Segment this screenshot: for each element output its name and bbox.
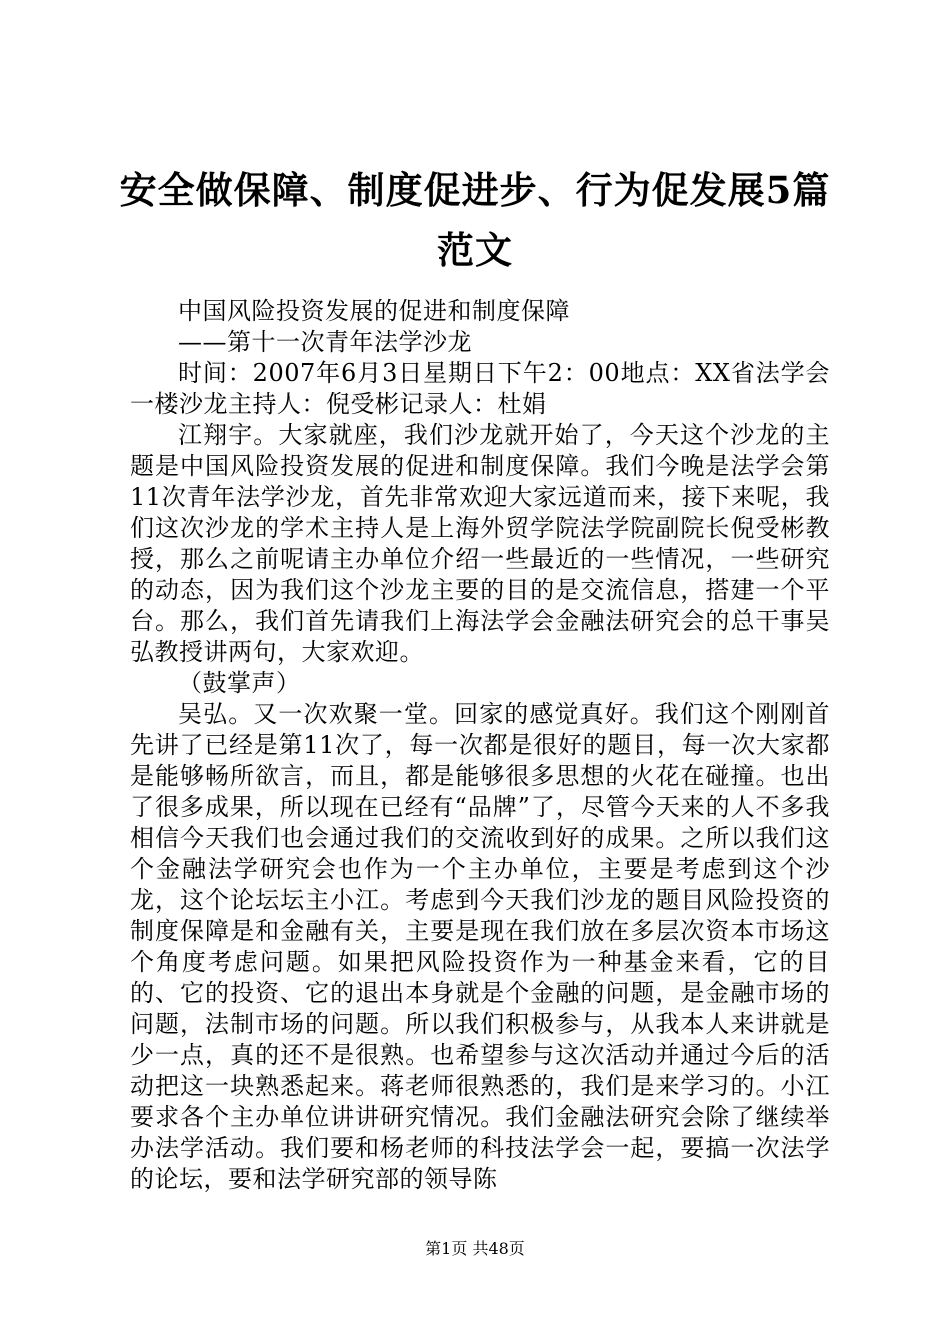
paragraph-opening-remarks: 江翔宇。大家就座，我们沙龙就开始了，今天这个沙龙的主题是中国风险投资发展的促进和制度保障。我们今晚是法学会第11次青年法学沙龙，首先非常欢迎大家远道而来，接下来呢，我们这次沙龙的学术主持人是上海外贸学院法学院副院长倪受彬教授，那么之前呢请主办单位介绍一些最近的一些情况，一些研究的动态，因为我们这个沙龙主要的目的是交流信息，搭建一个平台。那么，我们首先请我们上海法学会金融法研究会的总干事吴弘教授讲两句，大家欢迎。 (130, 421, 830, 666)
document-body (130, 296, 830, 1195)
paragraph-applause: （鼓掌声） (178, 669, 301, 697)
paragraph-subject: 中国风险投资发展的促进和制度保障 (178, 297, 570, 325)
paragraph-meta: 时间：2007年6月3日星期日下午2：00地点：XX省法学会一楼沙龙主持人：倪受彬记录人：杜娟 (130, 359, 830, 418)
paragraph-subtitle: ——第十一次青年法学沙龙 (178, 328, 472, 356)
paragraph-speech: 吴弘。又一次欢聚一堂。回家的感觉真好。我们这个刚刚首先讲了已经是第11次了，每一次都是很好的题目，每一次大家都是能够畅所欲言，而且，都是能够很多思想的火花在碰撞。也出了很多成果，所以现在已经有“品牌”了，尽管今天来的人不多我相信今天我们也会通过我们的交流收到好的成果。之所以我们这个金融法学研究会也作为一个主办单位，主要是考虑到这个沙龙，这个论坛坛主小江。考虑到今天我们沙龙的题目风险投资的制度保障是和金融有关，主要是现在我们放在多层次资本市场这个角度考虑问题。如果把风险投资作为一种基金来看，它的目的、它的投资、它的退出本身就是个金融的问题，是金融市场的问题，法制市场的问题。所以我们积极参与，从我本人来讲就是少一点，真的还不是很熟。也希望参与这次活动并通过今后的活动把这一块熟悉起来。蒋老师很熟悉的，我们是来学习的。小江要求各个主办单位讲讲研究情况。我们金融法研究会除了继续举办法学活动。我们要和杨老师的科技法学会一起，要搞一次法学的论坛，要和法学研究部的领导陈 (130, 700, 830, 1193)
page-number-footer: 第1页 共48页 (425, 1239, 525, 1258)
document-title: 安全做保障、制度促进步、行为促发展5篇范文 (119, 168, 831, 272)
